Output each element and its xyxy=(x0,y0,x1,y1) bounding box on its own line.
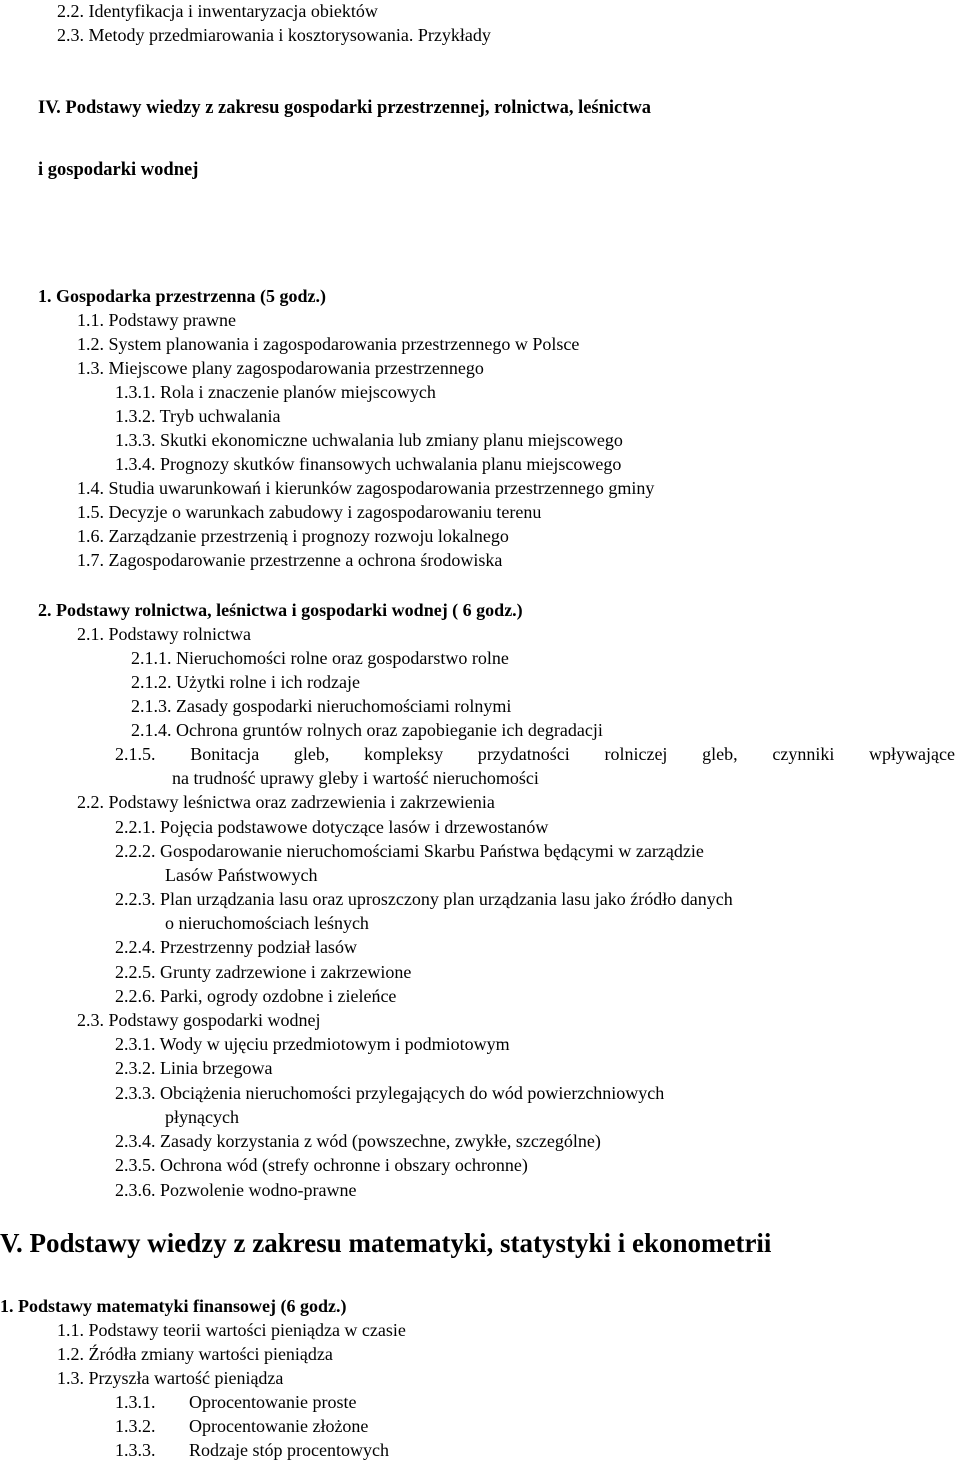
outline-line: 2.2.3. Plan urządzania lasu oraz uproszczony plan urządzania lasu jako źródło danych xyxy=(115,889,733,909)
outline-line: 2.1.3. Zasady gospodarki nieruchomościami rolnymi xyxy=(131,696,512,716)
outline-line: 1.3.1. Rola i znaczenie planów miejscowych xyxy=(115,382,436,402)
justified-line xyxy=(115,742,955,766)
outline-line: 2.2.4. Przestrzenny podział lasów xyxy=(115,937,357,957)
part-heading: 1. Gospodarka przestrzenna (5 godz.) xyxy=(38,286,326,306)
outline-line-cont: płynących xyxy=(165,1107,239,1127)
outline-line: 1.1. Podstawy teorii wartości pieniądza w czasie xyxy=(57,1320,406,1340)
outline-line: 2.1. Podstawy rolnictwa xyxy=(77,624,251,644)
outline-line: 2.3.2. Linia brzegowa xyxy=(115,1058,273,1078)
outline-line: 2.3.3. Obciążenia nieruchomości przylegających do wód powierzchniowych xyxy=(115,1083,665,1103)
outline-line: 2.2.1. Pojęcia podstawowe dotyczące lasów i drzewostanów xyxy=(115,817,549,837)
outline-line: 1.6. Zarządzanie przestrzenią i prognozy rozwoju lokalnego xyxy=(77,526,509,546)
word: przydatności xyxy=(477,744,570,764)
outline-line: 1.2. Źródła zmiany wartości pieniądza xyxy=(57,1344,333,1364)
outline-line-cont: Lasów Państwowych xyxy=(165,865,318,885)
section-heading: V. Podstawy wiedzy z zakresu matematyki, statystyki i ekonometrii xyxy=(0,1228,772,1258)
outline-line: 2.3. Podstawy gospodarki wodnej xyxy=(77,1010,321,1030)
outline-line: 2.3.1. Wody w ujęciu przedmiotowym i podmiotowym xyxy=(115,1034,510,1054)
outline-line-cont: o nieruchomościach leśnych xyxy=(165,913,369,933)
section-heading: IV. Podstawy wiedzy z zakresu gospodarki przestrzennej, rolnictwa, leśnictwa xyxy=(38,98,652,118)
word: 2.1.5. xyxy=(115,744,156,764)
outline-line: 1.3.2. Tryb uchwalania xyxy=(115,406,281,426)
outline-line: 1.4. Studia uwarunkowań i kierunków zagospodarowania przestrzennego gminy xyxy=(77,478,655,498)
outline-line: 2.2.5. Grunty zadrzewione i zakrzewione xyxy=(115,962,412,982)
outline-number: 1.3.3. xyxy=(115,1440,156,1460)
outline-line: 1.3. Miejscowe plany zagospodarowania przestrzennego xyxy=(77,358,484,378)
word: gleb, xyxy=(702,744,738,764)
word: kompleksy xyxy=(364,744,444,764)
outline-line-cont: na trudność uprawy gleby i wartość nieruchomości xyxy=(172,768,539,788)
outline-line: 2.3. Metody przedmiarowania i kosztorysowania. Przykłady xyxy=(57,25,491,45)
outline-text: Oprocentowanie złożone xyxy=(189,1416,369,1436)
word: czynniki xyxy=(772,744,835,764)
word: wpływające xyxy=(869,744,955,764)
outline-line: 2.1.1. Nieruchomości rolne oraz gospodarstwo rolne xyxy=(131,648,509,668)
part-heading: 1. Podstawy matematyki finansowej (6 godz.) xyxy=(0,1296,347,1316)
outline-line: 2.1.2. Użytki rolne i ich rodzaje xyxy=(131,672,360,692)
outline-text: Oprocentowanie proste xyxy=(189,1392,357,1412)
outline-line: 1.2. System planowania i zagospodarowania przestrzennego w Polsce xyxy=(77,334,580,354)
outline-line: 2.2. Identyfikacja i inwentaryzacja obiektów xyxy=(57,1,378,21)
word: gleb, xyxy=(293,744,330,764)
outline-line: 1.3. Przyszła wartość pieniądza xyxy=(57,1368,284,1388)
outline-line: 2.3.5. Ochrona wód (strefy ochronne i obszary ochronne) xyxy=(115,1155,528,1175)
outline-text: Rodzaje stóp procentowych xyxy=(189,1440,389,1460)
outline-line: 1.3.4. Prognozy skutków finansowych uchwalania planu miejscowego xyxy=(115,454,622,474)
outline-line: 2.3.6. Pozwolenie wodno-prawne xyxy=(115,1180,357,1200)
outline-line: 2.1.4. Ochrona gruntów rolnych oraz zapobieganie ich degradacji xyxy=(131,720,603,740)
part-heading: 2. Podstawy rolnictwa, leśnictwa i gospodarki wodnej ( 6 godz.) xyxy=(38,600,523,620)
outline-number: 1.3.2. xyxy=(115,1416,156,1436)
outline-line: 1.5. Decyzje o warunkach zabudowy i zagospodarowaniu terenu xyxy=(77,502,542,522)
word: rolniczej xyxy=(604,744,668,764)
outline-line: 2.2.2. Gospodarowanie nieruchomościami Skarbu Państwa będącymi w zarządzie xyxy=(115,841,704,861)
outline-number: 1.3.1. xyxy=(115,1392,156,1412)
outline-line: 2.2. Podstawy leśnictwa oraz zadrzewienia i zakrzewienia xyxy=(77,792,495,812)
word: Bonitacja xyxy=(190,744,260,764)
outline-line: 2.2.6. Parki, ogrody ozdobne i zieleńce xyxy=(115,986,397,1006)
outline-line: 2.3.4. Zasady korzystania z wód (powszechne, zwykłe, szczególne) xyxy=(115,1131,601,1151)
outline-line: 1.1. Podstawy prawne xyxy=(77,310,236,330)
section-heading-cont: i gospodarki wodnej xyxy=(38,160,199,180)
outline-line: 1.3.3. Skutki ekonomiczne uchwalania lub zmiany planu miejscowego xyxy=(115,430,623,450)
outline-line: 1.7. Zagospodarowanie przestrzenne a ochrona środowiska xyxy=(77,550,503,570)
